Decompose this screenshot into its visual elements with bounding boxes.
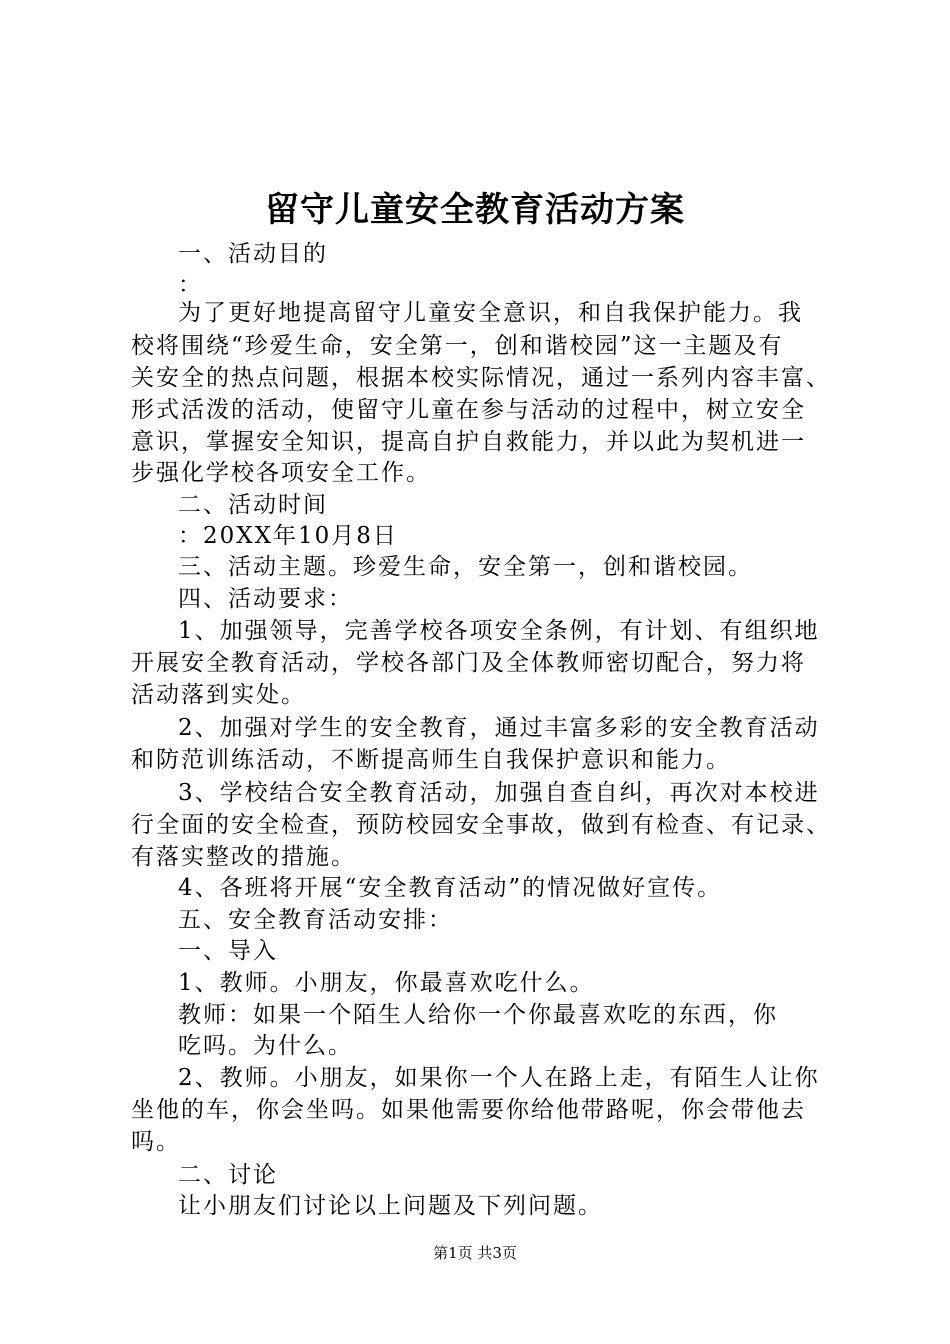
paragraph-line: 吗。: [131, 1129, 181, 1155]
paragraph-line: 为了更好地提高留守儿童安全意识，和自我保护能力。我: [178, 300, 803, 326]
paragraph-line: 1、教师。小朋友，你最喜欢吃什么。: [178, 970, 595, 996]
page-indicator: 第1页 共3页: [433, 1244, 517, 1262]
heading-activity-arrangement: 五、安全教育活动安排：: [178, 907, 453, 933]
text-line: ：20XX年10月8日: [178, 523, 398, 549]
paragraph-line: 步强化学校各项安全工作。: [131, 460, 431, 486]
paragraph-line: 和防范训练活动，不断提高师生自我保护意识和能力。: [131, 747, 731, 773]
heading-activity-requirements: 四、活动要求：: [178, 586, 353, 612]
paragraph-line: 有落实整改的措施。: [131, 844, 356, 870]
paragraph-line: 校将围绕“珍爱生命，安全第一，创和谐校园”这一主题及有: [131, 333, 784, 359]
paragraph-line: 形式活泼的活动，使留守儿童在参与活动的过程中，树立安全: [131, 397, 806, 423]
paragraph-line: 3、学校结合安全教育活动，加强自查自纠，再次对本校进: [178, 780, 820, 806]
paragraph-line: 吃吗。为什么。: [178, 1033, 353, 1059]
paragraph-line: 关安全的热点问题，根据本校实际情况，通过一系列内容丰富、: [131, 365, 831, 391]
paragraph-line: 意识，掌握安全知识，提高自护自救能力，并以此为契机进一: [131, 429, 806, 455]
text-line: ：: [178, 272, 203, 298]
paragraph-line: 行全面的安全检查，预防校园安全事故，做到有检查、有记录、: [131, 812, 831, 838]
paragraph-line: 1、加强领导，完善学校各项安全条例，有计划、有组织地: [178, 618, 820, 644]
document-title: 留守儿童安全教育活动方案: [265, 190, 685, 230]
heading-activity-theme: 三、活动主题。珍爱生命，安全第一，创和谐校园。: [178, 554, 753, 580]
paragraph-line: 2、教师。小朋友，如果你一个人在路上走，有陌生人让你: [178, 1065, 820, 1091]
paragraph-line: 开展安全教育活动，学校各部门及全体教师密切配合，努力将: [131, 650, 806, 676]
heading-activity-time: 二、活动时间: [178, 492, 328, 518]
paragraph-line: 4、各班将开展“安全教育活动”的情况做好宣传。: [178, 875, 723, 901]
paragraph-line: 活动落到实处。: [131, 682, 306, 708]
paragraph-line: 让小朋友们讨论以上问题及下列问题。: [178, 1193, 603, 1219]
heading-activity-purpose: 一、活动目的: [178, 241, 328, 267]
paragraph-line: 教师：如果一个陌生人给你一个你最喜欢吃的东西，你: [178, 1002, 778, 1028]
subheading-discussion: 二、讨论: [178, 1162, 278, 1188]
paragraph-line: 坐他的车，你会坐吗。如果他需要你给他带路呢，你会带他去: [131, 1097, 806, 1123]
paragraph-line: 2、加强对学生的安全教育，通过丰富多彩的安全教育活动: [178, 715, 820, 741]
subheading-introduction: 一、导入: [178, 938, 278, 964]
